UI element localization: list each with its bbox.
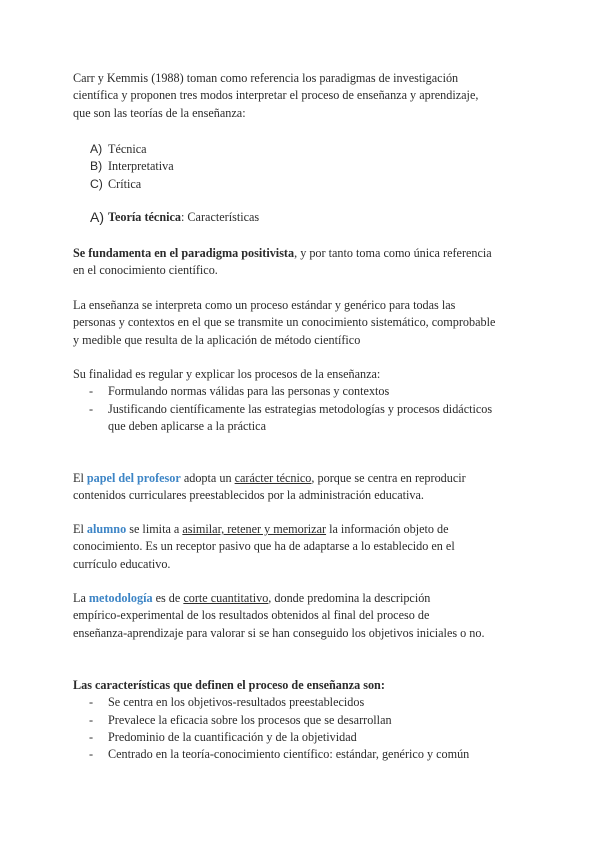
highlight-term: metodología bbox=[88, 591, 153, 605]
list-item: C) Crítica bbox=[90, 176, 142, 191]
list-item: B) Interpretativa bbox=[90, 159, 174, 174]
teaching-paragraph: La enseñanza se interpreta como un proceso estándar y genérico para todas las personas y contextos en el que se transmite un conocimiento sistemático, comprobable y medible que resulta de la aplicación de método científico bbox=[73, 298, 496, 347]
list-item: - Formulando normas válidas para las personas y contextos bbox=[89, 384, 390, 399]
characteristics-section: Las características que definen el proceso de enseñanza son: - Se centra en los objetivos-resultados preestablecidos - Prevalece la eficacia sobre los procesos que se desarrollan - Predominio de la cuantificación y de la objetividad - Centrado en la teoría-conocimiento científico: estándar, genérico y común bbox=[73, 677, 533, 763]
teacher-paragraph: El papel del profesor adopta un carácter técnico, porque se centra en reproducir contenidos curriculares preestablecidos por la administración educativa. bbox=[73, 471, 466, 503]
methodology-paragraph: La metodología es de corte cuantitativo, donde predomina la descripción empírico-experimental de los resultados obtenidos al final del proceso de enseñanza-aprendizaje para valorar si se han conseguido los objetivos iniciales o no. bbox=[73, 591, 485, 640]
intro-paragraph: Carr y Kemmis (1988) toman como referencia los paradigmas de investigación científica y proponen tres modos interpretar el proceso de enseñanza y aprendizaje, que son las teorías de la enseñanza: bbox=[73, 71, 479, 120]
theories-list bbox=[73, 141, 533, 193]
paradigm-paragraph: Se fundamenta en el paradigma positivista, y por tanto toma como única referencia en el conocimiento científico. bbox=[73, 246, 492, 278]
list-item: - Se centra en los objetivos-resultados preestablecidos bbox=[89, 695, 365, 710]
list-item: A) Técnica bbox=[90, 142, 147, 156]
list-item: - Justificando científicamente las estrategias metodologías y procesos didácticos que deben aplicarse a la práctica bbox=[89, 401, 493, 433]
list-item: - Predominio de la cuantificación y de la objetividad bbox=[89, 729, 357, 744]
highlight-term: alumno bbox=[86, 522, 127, 536]
student-paragraph: El alumno se limita a asimilar, retener y memorizar la información objeto de conocimiento. Es un receptor pasivo que ha de adaptarse a lo establecido en el currículo educativo. bbox=[73, 522, 455, 571]
highlight-term: papel del profesor bbox=[86, 471, 181, 485]
list-item: - Centrado en la teoría-conocimiento científico: estándar, genérico y común bbox=[89, 747, 470, 762]
purpose-paragraph: Su finalidad es regular y explicar los procesos de la enseñanza: - Formulando normas válidas para las personas y contextos - Justificando científicamente las estrategias metodologías y procesos didácticos que deben aplicarse a la práctica bbox=[73, 366, 533, 435]
list-item: - Prevalece la eficacia sobre los procesos que se desarrollan bbox=[89, 712, 392, 727]
section-heading: A) Teoría técnica: Características bbox=[90, 209, 260, 225]
